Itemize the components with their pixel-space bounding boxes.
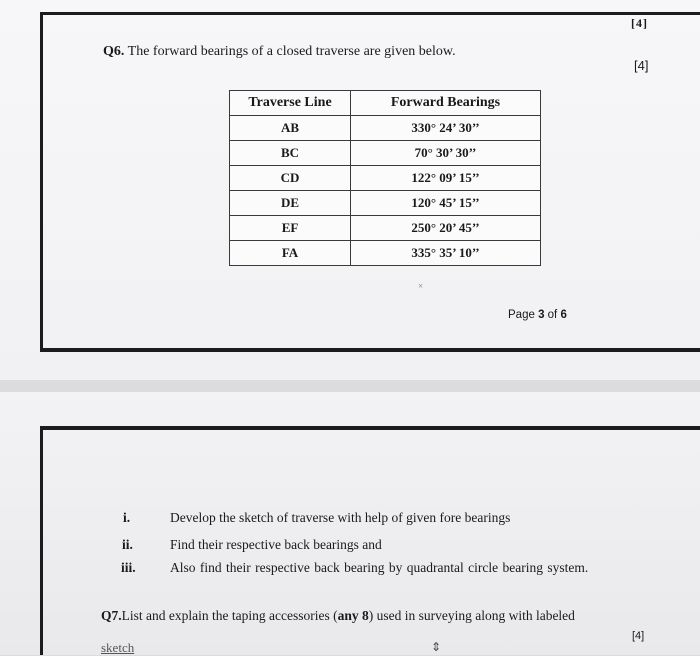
table-row	[230, 116, 541, 141]
traverse-line-cell: BC	[230, 141, 351, 166]
cursor-arrow-icon: ⇕	[431, 640, 442, 654]
sub-question-num: i.	[123, 510, 131, 525]
header-traverse-line: Traverse Line	[230, 91, 351, 116]
sub-question-text: Develop the sketch of traverse with help of given fore bearings	[170, 510, 511, 525]
traverse-line-cell: DE	[230, 191, 351, 216]
bearings-table	[229, 90, 541, 266]
sub-question-2	[0, 537, 700, 557]
bearing-cell: 330° 24’ 30’’	[351, 116, 541, 141]
question-7-continuation: sketch	[101, 640, 135, 655]
table-row	[230, 191, 541, 216]
bearing-cell: 122° 09’ 15’’	[351, 166, 541, 191]
page-total: 6	[560, 309, 567, 321]
bearing-cell: 250° 20’ 45’’	[351, 216, 541, 241]
header-forward-bearings: Forward Bearings	[351, 91, 541, 116]
sub-question-num: ii.	[122, 537, 133, 552]
question-6-label: Q6.	[103, 44, 125, 59]
table-row	[230, 166, 541, 191]
question-7: Q7.List and explain the taping accessories (any 8) used in surveying along with labeled	[101, 608, 575, 623]
bearing-cell: 335° 35’ 10’’	[351, 241, 541, 266]
question-6-marks: [4]	[634, 58, 649, 73]
page-border-left	[40, 14, 43, 350]
sub-question-text: Also find their respective back bearing by quadrantal circle bearing system.	[170, 560, 589, 575]
table-row	[230, 241, 541, 266]
bearing-cell: 120° 45’ 15’’	[351, 191, 541, 216]
bearing-cell: 70° 30’ 30’’	[351, 141, 541, 166]
question-6	[103, 44, 456, 60]
sub-question-text: Find their respective back bearings and	[170, 537, 382, 552]
page-border-top	[40, 12, 700, 15]
traverse-line-cell: AB	[230, 116, 351, 141]
page-border-bottom	[40, 348, 700, 352]
page-current: 3	[538, 309, 545, 321]
page-number: Page 3 of 6	[508, 309, 567, 321]
corner-marks-cutoff: [4]	[631, 16, 648, 30]
traverse-line-cell: EF	[230, 216, 351, 241]
sub-question-3	[0, 560, 700, 580]
traverse-line-cell: CD	[230, 166, 351, 191]
table-header-row	[230, 91, 541, 116]
stray-pen-dot: ×	[418, 281, 424, 291]
question-7-label: Q7.	[101, 608, 122, 623]
page-border-top	[40, 426, 700, 430]
sub-question-1	[0, 510, 700, 530]
sub-question-num: iii.	[121, 560, 136, 575]
table-row	[230, 216, 541, 241]
table-row	[230, 141, 541, 166]
question-7-emphasis: any 8	[337, 608, 369, 623]
traverse-line-cell: FA	[230, 241, 351, 266]
question-7-marks: [4]	[632, 630, 645, 642]
question-6-text: The forward bearings of a closed traverse are given below.	[127, 44, 456, 59]
